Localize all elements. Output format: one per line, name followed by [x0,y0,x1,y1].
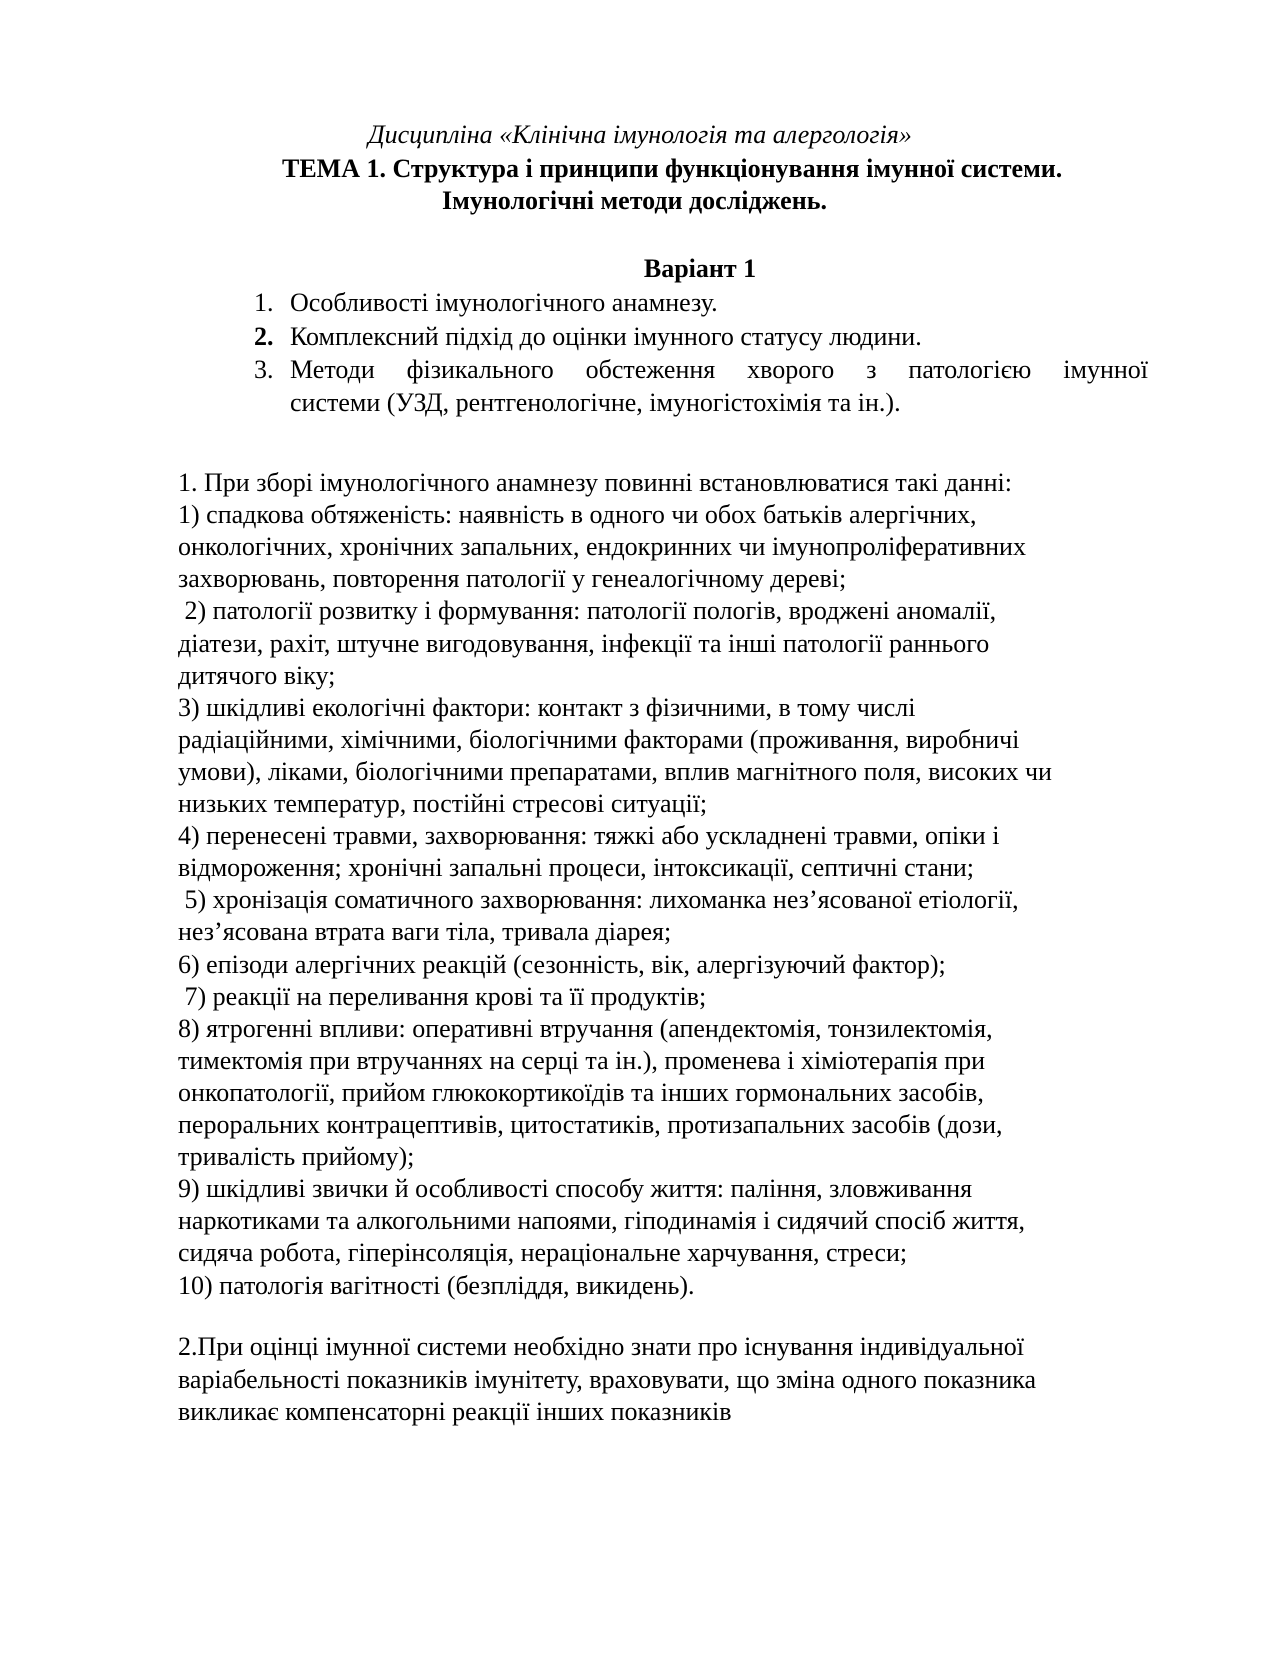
question-3-text-line2: системи (УЗД, рентгенологічне, імуногістохімія та ін.). [290,388,901,417]
answer-1-line-5: 2) патології розвитку і формування: патології пологів, вроджені аномалії, [178,596,997,626]
answer-1-line-14: 5) хронізація соматичного захворювання: лихоманка нез’ясованої етіології, [178,885,1019,915]
answer-1-line-13: відмороження; хронічні запальні процеси, інтоксикації, септичні стани; [178,853,974,883]
answer-1-line-24: наркотиками та алкогольними напоями, гіподинамія і сидячий спосіб життя, [178,1206,1026,1236]
discipline-title: Дисципліна «Клінічна імунологія та алергологія» [368,120,912,149]
answer-1-line-16: 6) епізоди алергічних реакцій (сезонність, вік, алергізуючий фактор); [178,949,946,979]
answer-1-line-20: онкопатології, прийом глюкокортикоїдів та інших гормональних засобів, [178,1077,984,1107]
answer-1-line-22: тривалість прийому); [178,1142,415,1172]
question-2-number: 2. [254,322,274,351]
answer-1-line-1: 1. При зборі імунологічного анамнезу повинні встановлюватися такі данні: [178,468,1012,497]
topic-title-line2: Імунологічні методи досліджень. [442,186,827,215]
answer-1-line-4: захворювань, повторення патології у генеалогічному дереві; [178,564,847,594]
question-3-text-line1: Методи фізикального обстеження хворого з патологією імунної [290,355,1148,384]
answer-1-line-2: 1) спадкова обтяженість: наявність в одного чи обох батьків алергічних, [178,500,977,530]
answer-1-line-21: пероральних контрацептивів, цитостатиків, протизапальних засобів (дози, [178,1110,1003,1139]
answer-1-line-26: 10) патологія вагітності (безпліддя, викидень). [178,1270,695,1300]
answer-1-line-15: нез’ясована втрата ваги тіла, тривала діарея; [178,917,672,947]
answer-1-line-9: радіаційними, хімічними, біологічними факторами (проживання, виробничі [178,724,1020,754]
question-3-number: 3. [254,355,274,384]
answer-1-line-12: 4) перенесені травми, захворювання: тяжкі або ускладнені травми, опіки і [178,821,1000,851]
answer-1-line-18: 8) ятрогенні впливи: оперативні втручання (апендектомія, тонзилектомія, [178,1013,993,1043]
answer-2-line-1: 2.При оцінці імунної системи необхідно знати про існування індивідуальної [178,1332,1025,1361]
answer-1-line-10: умови), ліками, біологічними препаратами, вплив магнітного поля, високих чи [178,756,1052,786]
question-1-number: 1. [254,288,274,317]
answer-2-line-2: варіабельності показників імунітету, враховувати, що зміна одного показника [178,1364,1037,1394]
question-1-text: Особливості імунологічного анамнезу. [290,288,718,317]
answer-1-line-25: сидяча робота, гіперінсоляція, нераціональне харчування, стреси; [178,1238,908,1268]
topic-title-line1: ТЕМА 1. Структура і принципи функціонування імунної системи. [282,154,1063,183]
answer-1-line-8: 3) шкідливі екологічні фактори: контакт з фізичними, в тому числі [178,692,916,722]
answer-1-line-11: низьких температур, постійні стресові ситуації; [178,789,708,818]
variant-title: Варіант 1 [643,254,757,283]
answer-2-line-3: викликає компенсаторні реакції інших показників [178,1397,732,1426]
answer-1-line-23: 9) шкідливі звички й особливості способу життя: паління, зловживання [178,1174,973,1204]
answer-1-line-3: онкологічних, хронічних запальних, ендокринних чи імунопроліферативних [178,532,1026,562]
answer-1-line-6: діатези, рахіт, штучне вигодовування, інфекції та інші патології раннього [178,628,990,658]
answer-1-line-19: тимектомія при втручаннях на серці та ін.), променева і хіміотерапія при [178,1045,986,1075]
answer-1-line-7: дитячого віку; [178,660,336,690]
answer-1-line-17: 7) реакції на переливання крові та її продуктів; [178,981,707,1011]
question-2-text: Комплексний підхід до оцінки імунного статусу людини. [290,322,922,351]
